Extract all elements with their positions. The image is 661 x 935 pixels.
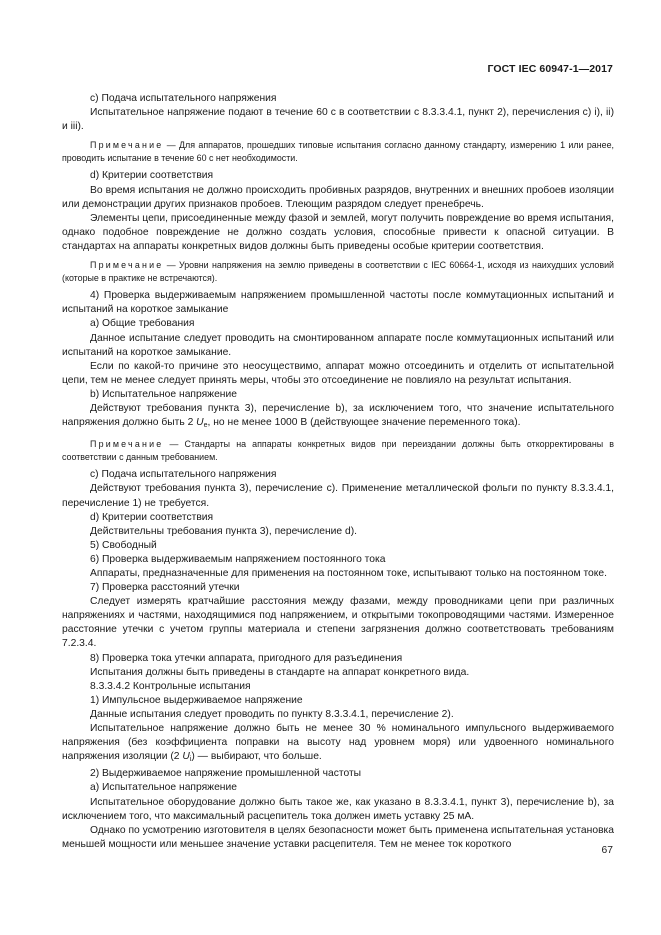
body-paragraph: a) Общие требования xyxy=(90,318,195,330)
body-paragraph: a) Испытательное напряжение xyxy=(90,782,237,794)
note-paragraph xyxy=(62,139,614,164)
body-paragraph: Во время испытания не должно происходить пробивных разрядов, внутренних и внешних пробоев изоляции или демонстрации других признаков пробоев. Тлеющим разрядом следует пренебречь. xyxy=(62,184,614,210)
body-paragraph: Если по какой-то причине это неосуществимо, аппарат можно отсоединить и отделить от испытательной цепи, тем не менее следует принять меры, чтобы это отсоединение не повлияло на результат испытания. xyxy=(62,360,614,386)
note-text: — Для аппаратов, прошедших типовые испытания согласно данному стандарту, измерению 1 или ранее, проводить испытание в течение 60 с нет необходимости. xyxy=(62,140,614,163)
variable: U xyxy=(182,751,190,763)
note-text: — Стандарты на аппараты конкретных видов при переиздании должны быть откорректированы в соответствии с данным требованием. xyxy=(62,439,614,462)
body-paragraph: Следует измерять кратчайшие расстояния между фазами, между проводниками цепи при различных напряжениях и частями, находящимися под напряжением, и открытыми токопроводящими частями. Измеренное расстояние утечки с учетом группы материала и степени загрязнения должно соответствовать требованиям 7.2.3.4. xyxy=(62,596,614,650)
body-paragraph: Действительны требования пункта 3), перечисление d). xyxy=(90,525,358,537)
body-paragraph: 2) Выдерживаемое напряжение промышленной частоты xyxy=(90,768,362,780)
body-paragraph: Элементы цепи, присоединенные между фазой и землей, могут получить повреждение во время испытания, однако подобное повреждение не должно создать условия, способные привести к опасной ситуации. В стандартах на аппараты конкретных видов должны быть приведены особые критерии соответствия. xyxy=(62,212,614,252)
body-paragraph: 1) Импульсное выдерживаемое напряжение xyxy=(90,694,303,706)
body-paragraph: Испытательное напряжение должно быть не менее 30 % номинального импульсного выдерживаемого напряжения (без коэффициента поправки на высоту над уровнем моря) или удвоенного номинального напряжения изоляции (2 $U_i$) — выбирают, что больше. xyxy=(62,723,614,764)
document-body xyxy=(62,92,614,852)
note-paragraph xyxy=(62,259,614,284)
body-paragraph: d) Критерии соответствия xyxy=(90,511,214,523)
body-paragraph: 5) Свободный xyxy=(90,539,157,551)
subscript: e xyxy=(203,422,208,430)
body-paragraph: 8) Проверка тока утечки аппарата, пригодного для разъединения xyxy=(90,652,403,664)
body-paragraph: Испытательное напряжение подают в течение 60 с в соответствии с 8.3.3.4.1, пункт 2), перечисления с) i), ii) и iii). xyxy=(62,107,614,133)
body-paragraph: Данное испытание следует проводить на смонтированном аппарате после коммутационных испытаний или испытаний на короткое замыкание. xyxy=(62,332,614,358)
body-paragraph: 7) Проверка расстояний утечки xyxy=(90,582,240,594)
body-paragraph: Испытательное оборудование должно быть такое же, как указано в 8.3.3.4.1, пункт 3), перечисление b), за исключением того, что максимальный расцепитель тока должен иметь уставку 25 мА. xyxy=(62,796,614,822)
body-paragraph: c) Подача испытательного напряжения xyxy=(90,93,277,104)
note-label: Примечание xyxy=(90,260,164,271)
body-paragraph: Аппараты, предназначенные для применения на постоянном токе, испытывают только на постоянном токе. xyxy=(90,568,607,579)
body-paragraph: Данные испытания следует проводить по пункту 8.3.3.4.1, перечисление 2). xyxy=(90,708,454,720)
page-number: 67 xyxy=(601,845,613,856)
body-paragraph: c) Подача испытательного напряжения xyxy=(90,469,277,481)
body-paragraph: 6) Проверка выдерживаемым напряжением постоянного тока xyxy=(90,553,386,565)
note-text: — Уровни напряжения на землю приведены в соответствии с IEC 60664-1, исходя из наихудших условий (которые в практике не встречаются). xyxy=(62,260,614,283)
note-label: Примечание xyxy=(90,439,164,450)
document-header: ГОСТ IEC 60947-1—2017 xyxy=(487,63,613,75)
body-paragraph: Однако по усмотрению изготовителя в целях безопасности может быть применена испытательная установка меньшей мощности или меньшее значение уставки расцепителя. Тем не менее ток короткого xyxy=(62,824,614,850)
body-paragraph: Действуют требования пункта 3), перечисление b), за исключением того, что значение испытательного напряжения должно быть 2 $U_e$, но не менее 1000 В (действующее значение переменного тока). xyxy=(62,402,614,430)
body-paragraph: Испытания должны быть приведены в стандарте на аппарат конкретного вида. xyxy=(90,666,470,678)
body-paragraph: Действуют требования пункта 3), перечисление c). Применение металлической фольги по пункту 8.3.3.4.1, перечисление 1) не требуется. xyxy=(62,483,614,509)
body-paragraph: 4) Проверка выдерживаемым напряжением промышленной частоты после коммутационных испытаний и испытаний на короткое замыкание xyxy=(62,290,614,316)
note-label: Примечание xyxy=(90,140,164,151)
body-paragraph: b) Испытательное напряжение xyxy=(90,388,237,400)
note-paragraph xyxy=(62,438,614,463)
body-paragraph: 8.3.3.4.2 Контрольные испытания xyxy=(90,680,251,692)
variable: U xyxy=(196,417,204,429)
subscript: i xyxy=(189,756,192,764)
body-paragraph: d) Критерии соответствия xyxy=(90,170,214,182)
